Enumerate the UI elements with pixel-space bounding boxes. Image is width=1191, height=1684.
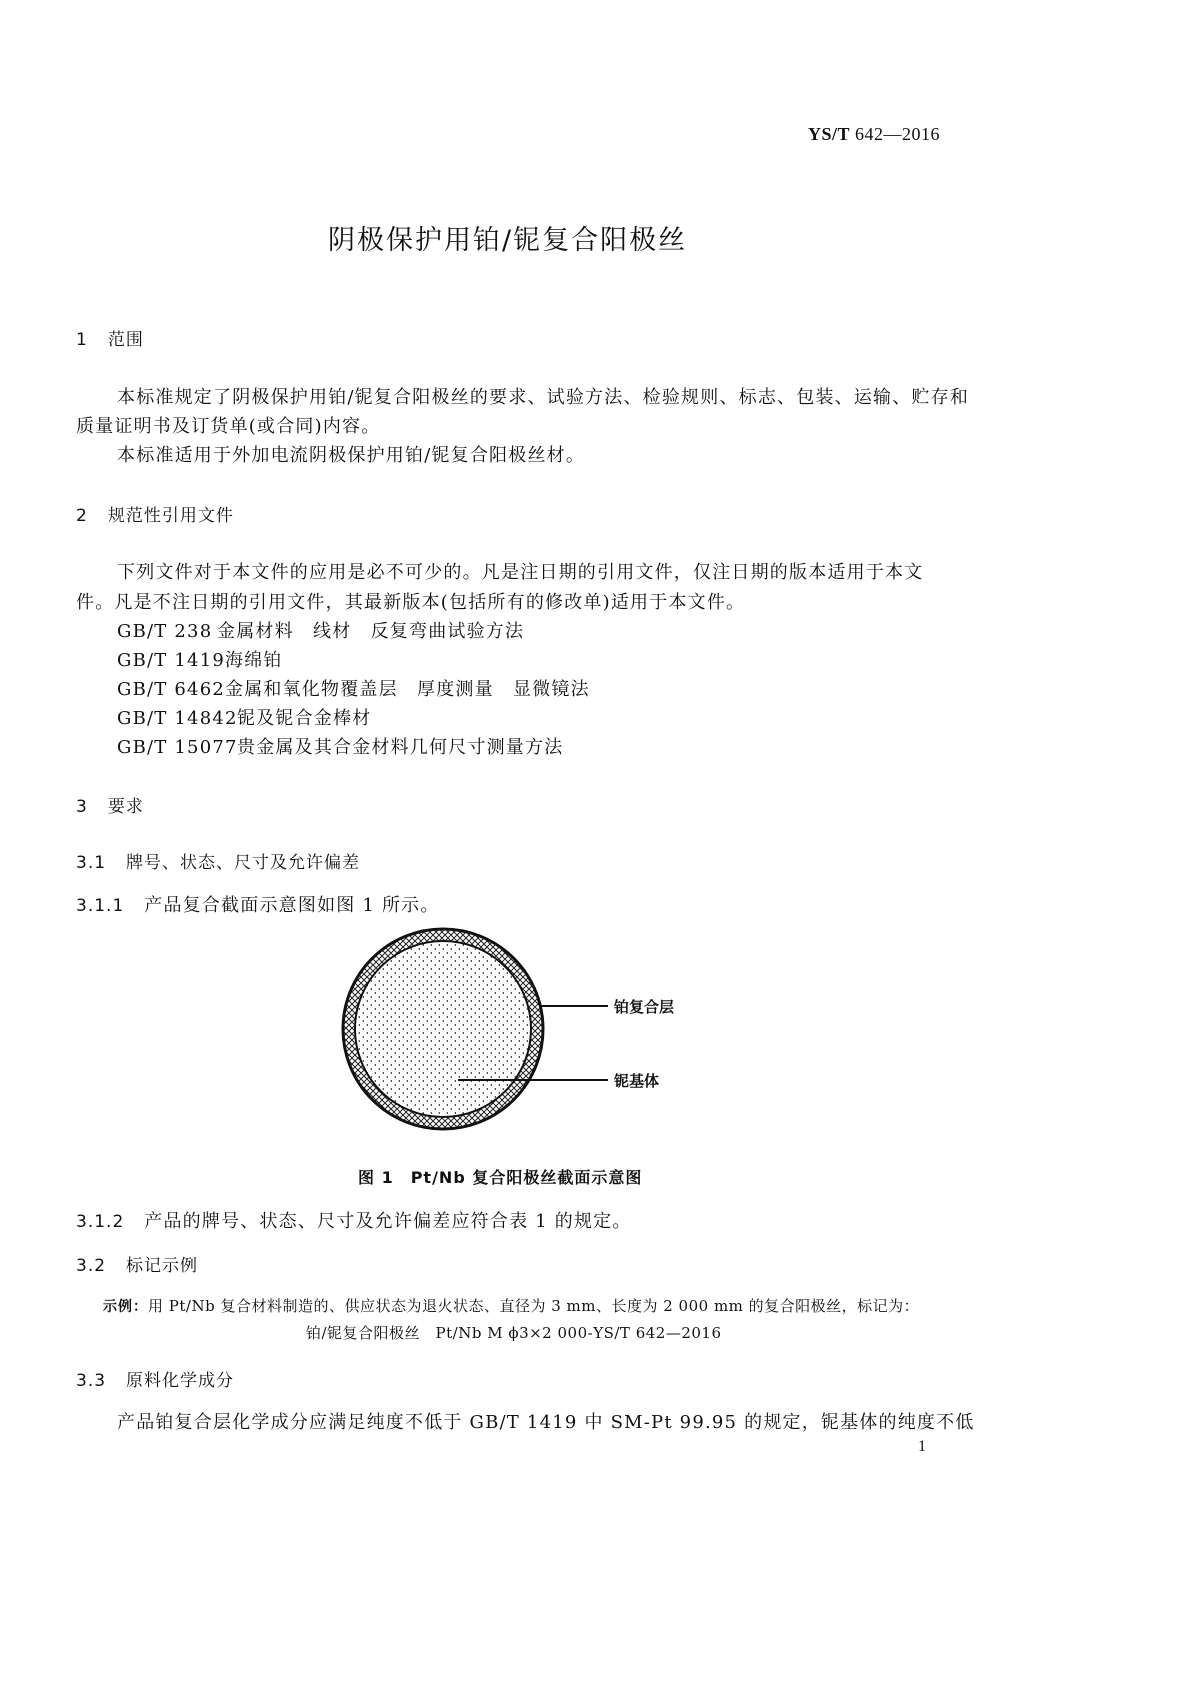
label-niobium-core: 铌基体 bbox=[614, 1072, 660, 1090]
section-1-paragraph-1b: 质量证明书及订货单(或合同)内容。 bbox=[76, 416, 381, 437]
section-2-heading: 2 规范性引用文件 bbox=[76, 506, 234, 526]
page-title: 阴极保护用铂/铌复合阳极丝 bbox=[328, 225, 688, 256]
marking-example-mark: 铂/铌复合阳极丝 Pt/Nb M ϕ3×2 000-YS/T 642—2016 bbox=[306, 1324, 722, 1342]
section-1-paragraph-1a: 本标准规定了阴极保护用铂/铌复合阳极丝的要求、试验方法、检验规则、标志、包装、运输、贮存和 bbox=[117, 387, 970, 408]
reference-item: GB/T 14842铌及铌合金棒材 bbox=[117, 708, 372, 729]
section-3-3-heading: 3.3 原料化学成分 bbox=[76, 1371, 235, 1391]
niobium-core bbox=[355, 941, 531, 1117]
section-2-paragraph-1a: 下列文件对于本文件的应用是必不可少的。凡是注日期的引用文件，仅注日期的版本适用于本文 bbox=[117, 562, 924, 583]
reference-item: GB/T 1419海绵铂 bbox=[117, 650, 283, 671]
standard-number: YS/T 642—2016 bbox=[808, 124, 941, 144]
section-3-1-2-text: 3.1.2 产品的牌号、状态、尺寸及允许偏差应符合表 1 的规定。 bbox=[76, 1211, 632, 1232]
section-3-2-heading: 3.2 标记示例 bbox=[76, 1256, 199, 1276]
cross-section-diagram bbox=[340, 926, 700, 1136]
section-3-1-1-text: 3.1.1 产品复合截面示意图如图 1 所示。 bbox=[76, 895, 440, 916]
marking-example: 示例：用 Pt/Nb 复合材料制造的、供应状态为退火状态、直径为 3 mm、长度为 2 000 mm 的复合阳极丝，标记为： bbox=[103, 1297, 920, 1315]
reference-item: GB/T 15077贵金属及其合金材料几何尺寸测量方法 bbox=[117, 737, 564, 758]
reference-item: GB/T 6462金属和氧化物覆盖层 厚度测量 显微镜法 bbox=[117, 679, 590, 700]
label-platinum-layer: 铂复合层 bbox=[614, 998, 675, 1016]
section-1-paragraph-2: 本标准适用于外加电流阴极保护用铂/铌复合阳极丝材。 bbox=[117, 445, 586, 466]
section-1-heading: 1 范围 bbox=[76, 330, 144, 350]
figure-1-caption: 图 1 Pt/Nb 复合阳极丝截面示意图 bbox=[358, 1168, 643, 1187]
section-3-1-heading: 3.1 牌号、状态、尺寸及允许偏差 bbox=[76, 853, 361, 873]
section-3-3-paragraph: 产品铂复合层化学成分应满足纯度不低于 GB/T 1419 中 SM-Pt 99.95 的规定，铌基体的纯度不低 bbox=[117, 1412, 975, 1433]
page-number: 1 bbox=[918, 1438, 927, 1455]
figure-1 bbox=[340, 926, 700, 1136]
section-3-heading: 3 要求 bbox=[76, 797, 144, 817]
section-2-paragraph-1b: 件。凡是不注日期的引用文件，其最新版本(包括所有的修改单)适用于本文件。 bbox=[76, 592, 746, 613]
reference-item: GB/T 238 金属材料 线材 反复弯曲试验方法 bbox=[117, 621, 525, 642]
